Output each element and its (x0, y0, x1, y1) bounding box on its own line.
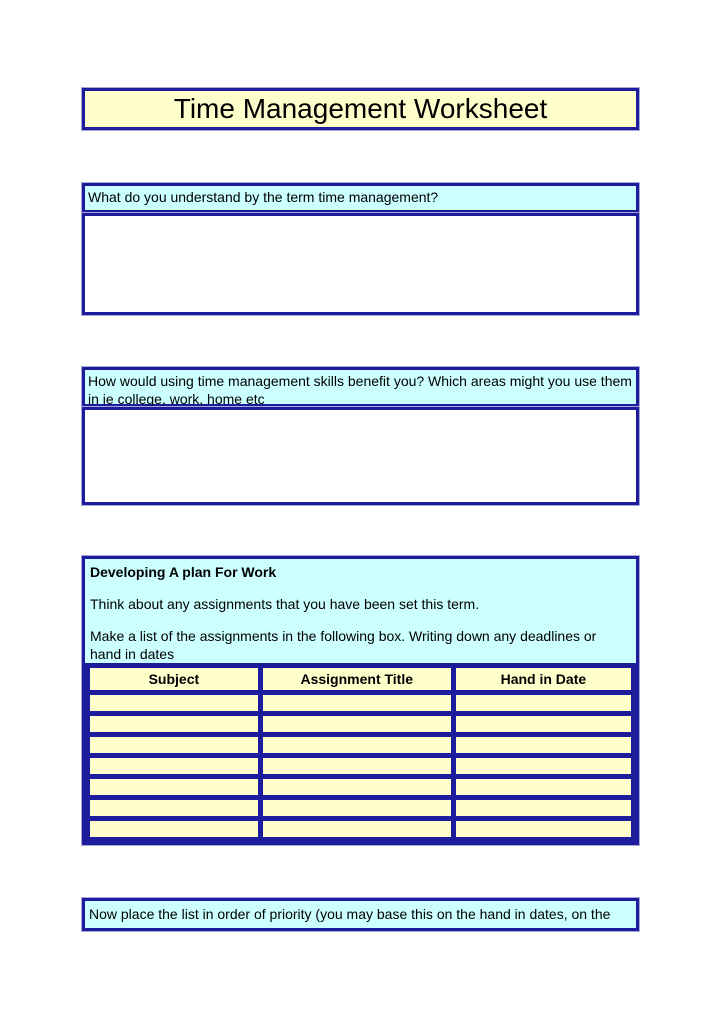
question-1-prompt-text: What do you understand by the term time management? (88, 189, 439, 205)
question-2-prompt-box (82, 367, 639, 407)
assignments-table (85, 663, 636, 842)
assignments-row (90, 716, 631, 732)
assignments-cell[interactable] (456, 779, 631, 795)
assignments-cell[interactable] (90, 779, 258, 795)
priority-prompt-text: Now place the list in order of priority (you may base this on the hand in dates, on the (89, 906, 611, 922)
assignments-cell[interactable] (456, 800, 631, 816)
plan-heading: Developing A plan For Work (90, 564, 277, 580)
assignments-cell[interactable] (456, 737, 631, 753)
assignments-cell[interactable] (90, 695, 258, 711)
question-2-prompt-text: How would using time management skills benefit you? Which areas might you use them in ie college, work, home etc (88, 373, 632, 407)
assignments-col-header: Subject (90, 668, 258, 690)
assignments-cell[interactable] (263, 695, 451, 711)
title-box (82, 88, 639, 130)
assignments-row (90, 737, 631, 753)
assignments-cell[interactable] (90, 716, 258, 732)
question-2-answer-area[interactable] (82, 407, 639, 505)
assignments-col-header: Assignment Title (263, 668, 451, 690)
question-1-prompt-box (82, 183, 639, 213)
assignments-cell[interactable] (90, 737, 258, 753)
plan-instruction-1: Think about any assignments that you have been set this term. (90, 596, 480, 612)
assignments-cell[interactable] (263, 716, 451, 732)
assignments-cell[interactable] (456, 758, 631, 774)
assignments-table-body (90, 695, 631, 837)
assignments-cell[interactable] (90, 800, 258, 816)
assignments-cell[interactable] (90, 821, 258, 837)
assignments-cell[interactable] (263, 800, 451, 816)
plan-instruction-2: Make a list of the assignments in the following box. Writing down any deadlines or hand in dates (90, 628, 597, 662)
page-title: Time Management Worksheet (173, 93, 548, 124)
question-1-answer-area[interactable] (82, 213, 639, 315)
plan-section-text (85, 559, 636, 663)
assignments-row (90, 758, 631, 774)
assignments-col-header: Hand in Date (456, 668, 631, 690)
assignments-cell[interactable] (456, 716, 631, 732)
assignments-header-row (90, 668, 631, 690)
assignments-row (90, 800, 631, 816)
assignments-row (90, 695, 631, 711)
assignments-cell[interactable] (456, 695, 631, 711)
assignments-cell[interactable] (263, 779, 451, 795)
assignments-row (90, 779, 631, 795)
assignments-cell[interactable] (90, 758, 258, 774)
assignments-cell[interactable] (456, 821, 631, 837)
assignments-cell[interactable] (263, 821, 451, 837)
plan-section (82, 556, 639, 845)
assignments-row (90, 821, 631, 837)
priority-prompt-box (82, 898, 639, 931)
assignments-cell[interactable] (263, 758, 451, 774)
assignments-cell[interactable] (263, 737, 451, 753)
